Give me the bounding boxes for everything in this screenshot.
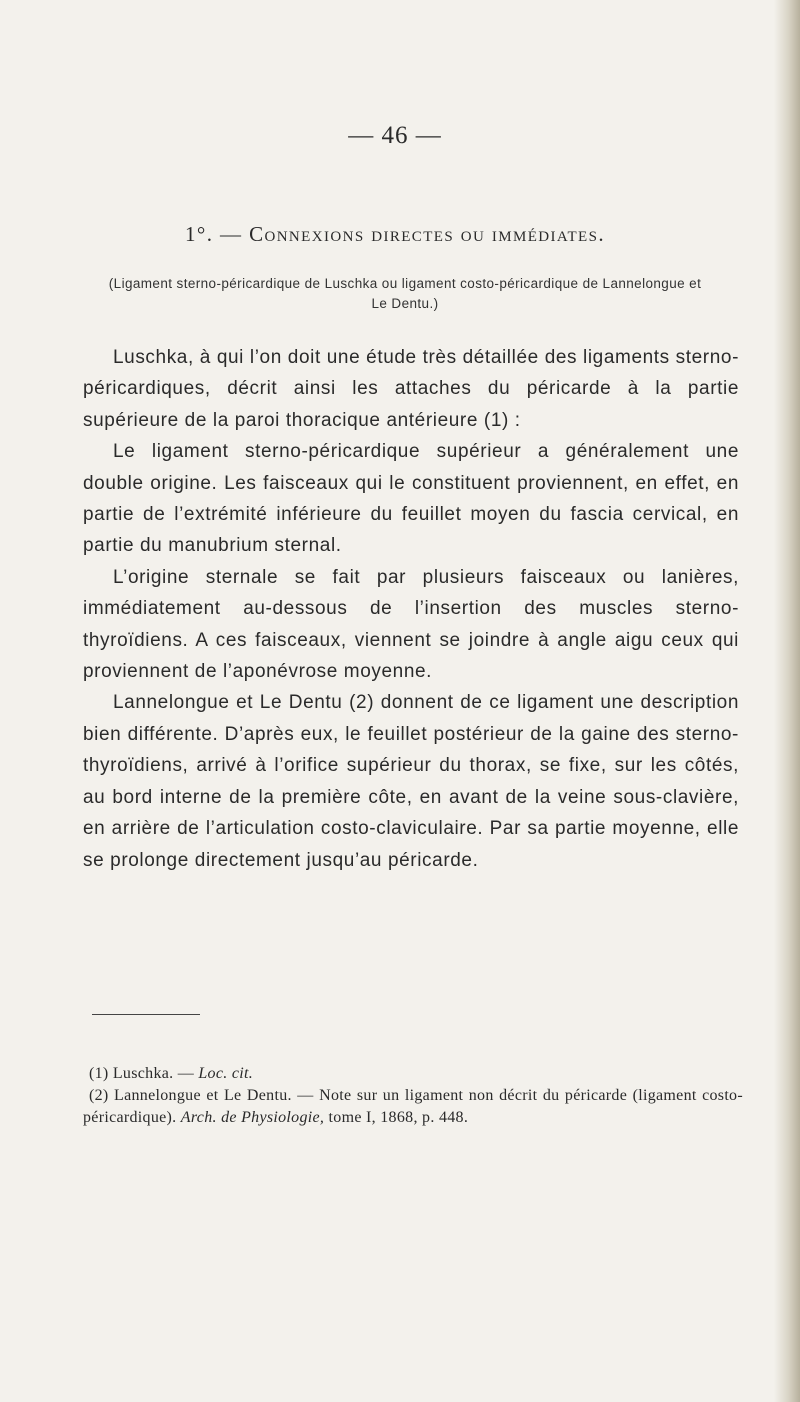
footnote-divider: [92, 1014, 200, 1015]
paragraph: Lannelongue et Le Dentu (2) donnent de ce ligament une description bien différente. D’après eux, le feuillet postérieur de la gaine des sterno-thyroïdiens, arrivé à l’orifice supérieur du thorax, se fixe, sur les côtés, au bord interne de la première côte, en avant de la veine sous-clavière, en arrière de l’articulation costo-claviculaire. Par sa partie moyenne, elle se prolonge directement jusqu’au péricarde.: [83, 692, 739, 871]
page-edge-shadow: [774, 0, 800, 1402]
footnote-1: [83, 1063, 743, 1085]
section-subtitle: (Ligament sterno-péricardique de Luschka ou ligament costo-péricardique de Lannelongue et Le Dentu.): [108, 276, 702, 311]
footnote-2-tail: tome I, 1868, p. 448.: [324, 1109, 469, 1126]
footnote-2: [83, 1085, 743, 1129]
page-number: — 46 —: [348, 122, 442, 149]
paragraph: Luschka, à qui l’on doit une étude très détaillée des ligaments sterno-péricardiques, décrit ainsi les attaches du péricarde à la partie supérieure de la paroi thoracique antérieure (1) :: [83, 347, 739, 431]
body-text: [83, 342, 739, 876]
section-number: 1°. —: [185, 222, 250, 246]
section-title: Connexions directes ou immédiates.: [249, 222, 605, 246]
paragraph: L’origine sternale se fait par plusieurs faisceaux ou lanières, immédiatement au-dessous de l’insertion des muscles sterno-thyroïdiens. A ces faisceaux, viennent se joindre à angle aigu ceux qui proviennent de l’aponévrose moyenne.: [83, 566, 739, 683]
footnote-2-journal: Arch. de Physiologie,: [180, 1109, 325, 1126]
section-heading: [0, 222, 790, 247]
footnotes: [83, 1063, 743, 1129]
footnote-2-text: (2) Lannelongue et Le Dentu. — Note sur un ligament non décrit du péricarde (ligament costo-péricardique).: [83, 1087, 743, 1126]
footnote-1-citation: Loc. cit.: [198, 1065, 254, 1082]
paragraph: Le ligament sterno-péricardique supérieur a généralement une double origine. Les faisceaux qui le constituent proviennent, en effet, en partie de l’extrémité inférieure du feuillet moyen du fascia cervical, en partie du manubrium sternal.: [83, 441, 739, 557]
footnote-1-text: (1) Luschka. —: [89, 1065, 199, 1082]
